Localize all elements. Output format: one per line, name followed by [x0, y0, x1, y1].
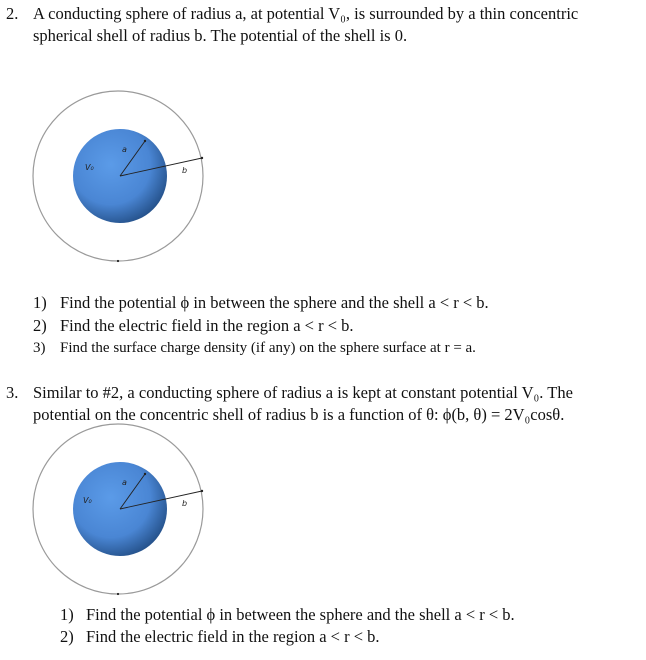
- problem-3-number: 3.: [6, 383, 19, 402]
- problem-3-question-1: Find the potential ϕ in between the sphere and the shell a < r < b.: [86, 605, 515, 624]
- problem-2-question-3: Find the surface charge density (if any) on the sphere surface at r = a.: [60, 340, 476, 356]
- label-v0: V₀: [83, 496, 92, 505]
- label-a: a: [122, 145, 127, 154]
- label-b: b: [182, 166, 188, 175]
- problem-2-question-1-number: 1): [33, 293, 47, 312]
- problem-3-text-line-1: Similar to #2, a conducting sphere of radius a is kept at constant potential V₀. The: [33, 383, 573, 402]
- label-b: b: [182, 499, 188, 508]
- sphere-shell-figure-1: [28, 90, 214, 272]
- problem-3-question-2-number: 2): [60, 627, 74, 646]
- sphere-shell-figure-2: [28, 423, 214, 605]
- problem-2-question-2: Find the electric field in the region a < r < b.: [60, 316, 354, 335]
- problem-3-question-1-number: 1): [60, 605, 74, 624]
- label-v0: V₀: [85, 163, 94, 172]
- problem-2-number: 2.: [6, 4, 19, 23]
- problem-2-question-3-number: 3): [33, 340, 46, 356]
- problem-2-question-2-number: 2): [33, 316, 47, 335]
- problem-3-text-line-2: potential on the concentric shell of radius b is a function of θ: ϕ(b, θ) = 2V₀cosθ.: [33, 405, 565, 424]
- problem-2-text-line-1: A conducting sphere of radius a, at potential V₀, is surrounded by a thin concentric: [33, 4, 579, 23]
- problem-2-text-line-2: spherical shell of radius b. The potential of the shell is 0.: [33, 26, 408, 45]
- problem-2-question-1: Find the potential ϕ in between the sphere and the shell a < r < b.: [60, 293, 489, 312]
- problem-3-question-2: Find the electric field in the region a < r < b.: [86, 627, 380, 646]
- label-a: a: [122, 478, 127, 487]
